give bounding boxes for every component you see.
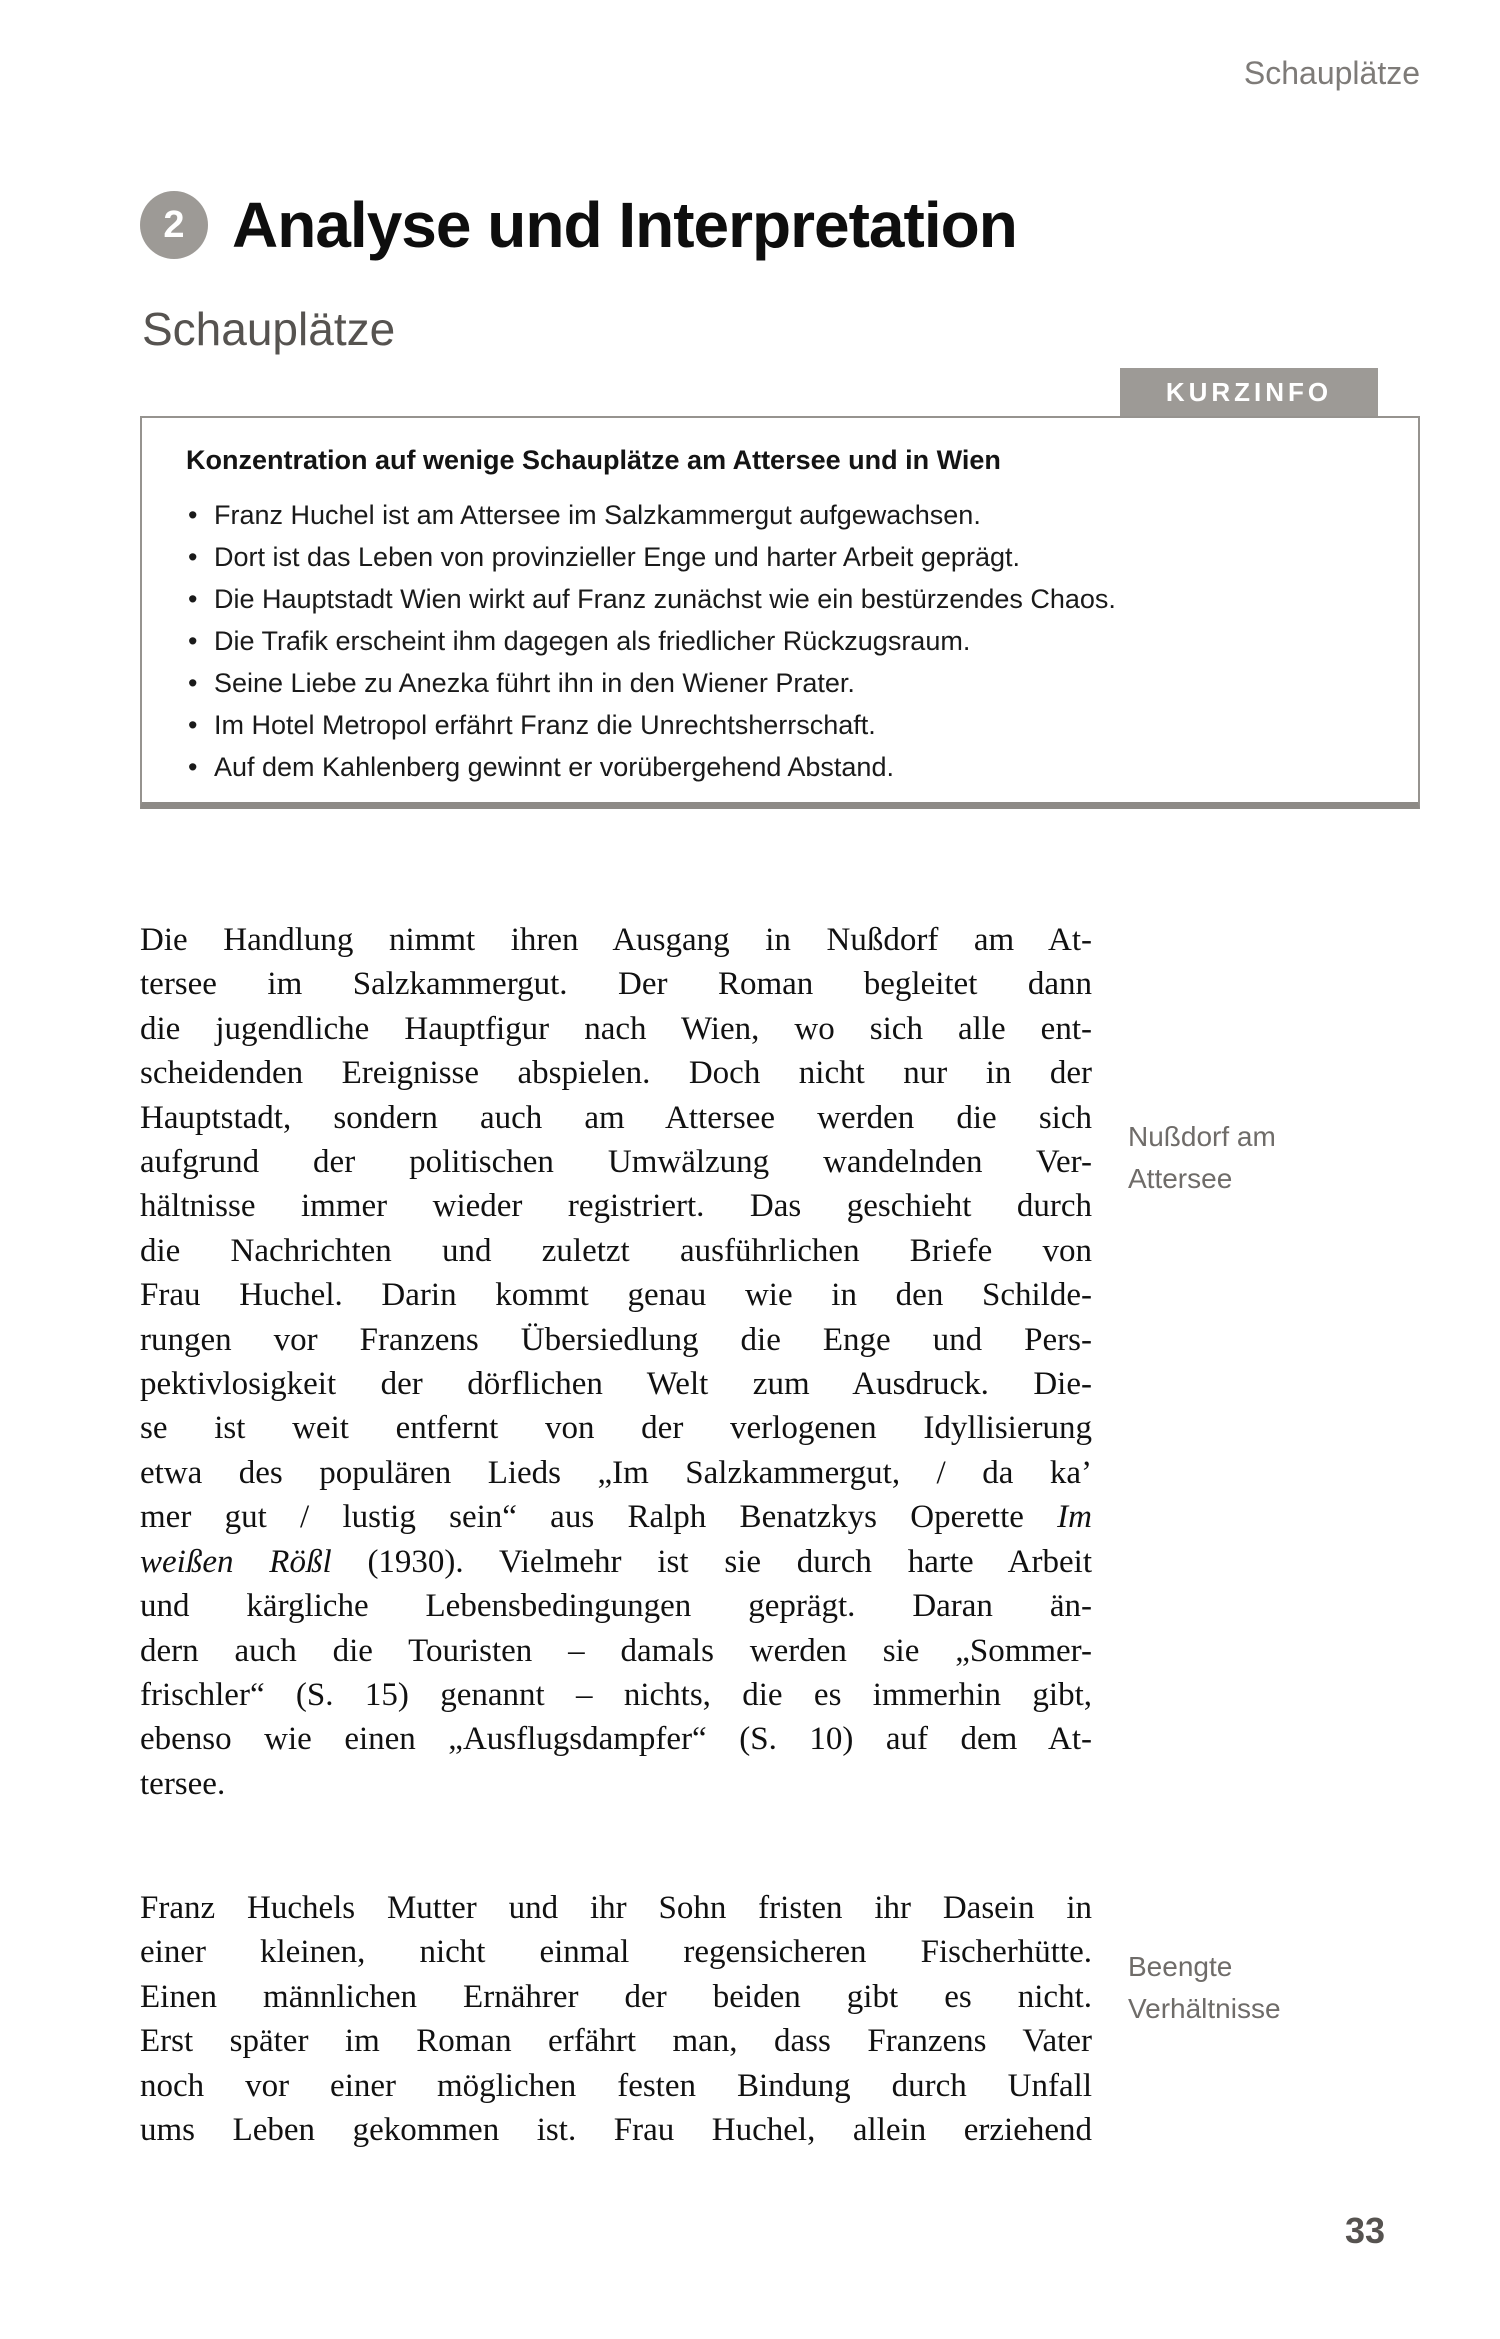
kurzinfo-bullet-text: Auf dem Kahlenberg gewinnt er vorübergehend Abstand. — [214, 752, 894, 782]
kurzinfo-list — [186, 494, 1378, 788]
italic-text: weißen Rößl — [140, 1543, 332, 1580]
body-line: die Nachrichten und zuletzt ausführlichen Briefe von — [140, 1232, 1092, 1269]
kurzinfo-bullet-text: Seine Liebe zu Anezka führt ihn in den Wiener Prater. — [214, 668, 855, 698]
body-line: ebenso wie einen „Ausflugsdampfer“ (S. 10) auf dem At- — [140, 1721, 1092, 1758]
body-line: Franz Huchels Mutter und ihr Sohn fristen ihr Dasein in — [140, 1890, 1092, 1926]
page-number: 33 — [1344, 2210, 1385, 2251]
kurzinfo-bullet-text: Franz Huchel ist am Attersee im Salzkammergut aufgewachsen. — [214, 500, 981, 530]
bullet-dot: • — [188, 626, 198, 656]
italic-text: Im — [1057, 1499, 1092, 1536]
kurzinfo-bullet-item — [186, 662, 1378, 704]
kurzinfo-box — [140, 416, 1420, 809]
kurzinfo-bullet-item — [186, 578, 1378, 620]
running-header: Schauplätze — [1243, 55, 1420, 91]
body-line: frischler“ (S. 15) genannt – nichts, die es immerhin gibt, — [140, 1676, 1092, 1713]
bullet-dot: • — [188, 752, 198, 782]
kurzinfo-bullet-item — [186, 746, 1378, 788]
body-line: hältnisse immer wieder registriert. Das geschieht durch — [140, 1188, 1092, 1225]
body-line: rungen vor Franzens Übersiedlung die Enge und Pers- — [140, 1321, 1092, 1358]
body-line: Hauptstadt, sondern auch am Attersee werden die sich — [140, 1099, 1092, 1136]
kurzinfo-bullet-text: Im Hotel Metropol erfährt Franz die Unrechtsherrschaft. — [214, 710, 876, 740]
body-line: noch vor einer möglichen festen Bindung durch Unfall — [140, 2067, 1092, 2104]
paragraph — [140, 1886, 1092, 2152]
bullet-dot: • — [188, 584, 198, 614]
body-line: die jugendliche Hauptfigur nach Wien, wo sich alle ent- — [140, 1010, 1092, 1047]
body-line: weißen Rößl (1930). Vielmehr ist sie durch harte Arbeit — [140, 1543, 1092, 1580]
paragraph — [140, 918, 1092, 1806]
kurzinfo-bullet-text: Dort ist das Leben von provinzieller Enge und harter Arbeit geprägt. — [214, 542, 1020, 572]
kurzinfo-bullet-text: Die Hauptstadt Wien wirkt auf Franz zunächst wie ein bestürzendes Chaos. — [214, 584, 1116, 614]
kurzinfo-bullet-item — [186, 704, 1378, 746]
body-line: und kärgliche Lebensbedingungen geprägt. Daran än- — [140, 1588, 1092, 1625]
chapter-number-badge: 2 — [140, 191, 208, 259]
body-line: dern auch die Touristen – damals werden sie „Sommer- — [140, 1632, 1092, 1669]
section-title: Schauplätze — [142, 303, 396, 355]
body-line: ums Leben gekommen ist. Frau Huchel, allein erziehend — [140, 2112, 1092, 2149]
body-line: se ist weit entfernt von der verlogenen Idyllisierung — [140, 1410, 1092, 1447]
chapter-heading — [140, 188, 1017, 262]
body-line: scheidenden Ereignisse abspielen. Doch nicht nur in der — [140, 1055, 1092, 1092]
margin-note-nussdorf: Nußdorf am Attersee — [1128, 1121, 1276, 1194]
body-line: einer kleinen, nicht einmal regensicheren Fischerhütte. — [140, 1934, 1092, 1971]
kurzinfo-bullet-item — [186, 620, 1378, 662]
body-line: tersee. — [140, 1765, 226, 1802]
bullet-dot: • — [188, 542, 198, 572]
kurzinfo-bullet-item — [186, 536, 1378, 578]
body-line: Die Handlung nimmt ihren Ausgang in Nußdorf am At- — [140, 922, 1092, 958]
body-line: tersee im Salzkammergut. Der Roman begleitet dann — [140, 966, 1092, 1003]
body-line: Frau Huchel. Darin kommt genau wie in den Schilde- — [140, 1277, 1092, 1314]
body-line: aufgrund der politischen Umwälzung wandelnden Ver- — [140, 1144, 1092, 1181]
margin-note-beengte: Beengte Verhältnisse — [1128, 1951, 1281, 2024]
kurzinfo-tab: KURZINFO — [1120, 368, 1378, 416]
body-line: Einen männlichen Ernährer der beiden gibt es nicht. — [140, 1978, 1092, 2015]
kurzinfo-bullet-item — [186, 494, 1378, 536]
bullet-dot: • — [188, 668, 198, 698]
kurzinfo-bullet-text: Die Trafik erscheint ihm dagegen als friedlicher Rückzugsraum. — [214, 626, 971, 656]
body-line: Erst später im Roman erfährt man, dass Franzens Vater — [140, 2023, 1092, 2060]
kurzinfo-title: Konzentration auf wenige Schauplätze am Attersee und in Wien — [186, 445, 1001, 475]
body-line: etwa des populären Lieds „Im Salzkammergut, / da ka’ — [140, 1454, 1092, 1491]
bullet-dot: • — [188, 710, 198, 740]
body-line: mer gut / lustig sein“ aus Ralph Benatzkys Operette Im — [140, 1499, 1092, 1536]
body-line: pektivlosigkeit der dörflichen Welt zum Ausdruck. Die- — [140, 1366, 1092, 1403]
bullet-dot: • — [188, 500, 198, 530]
chapter-title: Analyse und Interpretation — [232, 189, 1017, 261]
